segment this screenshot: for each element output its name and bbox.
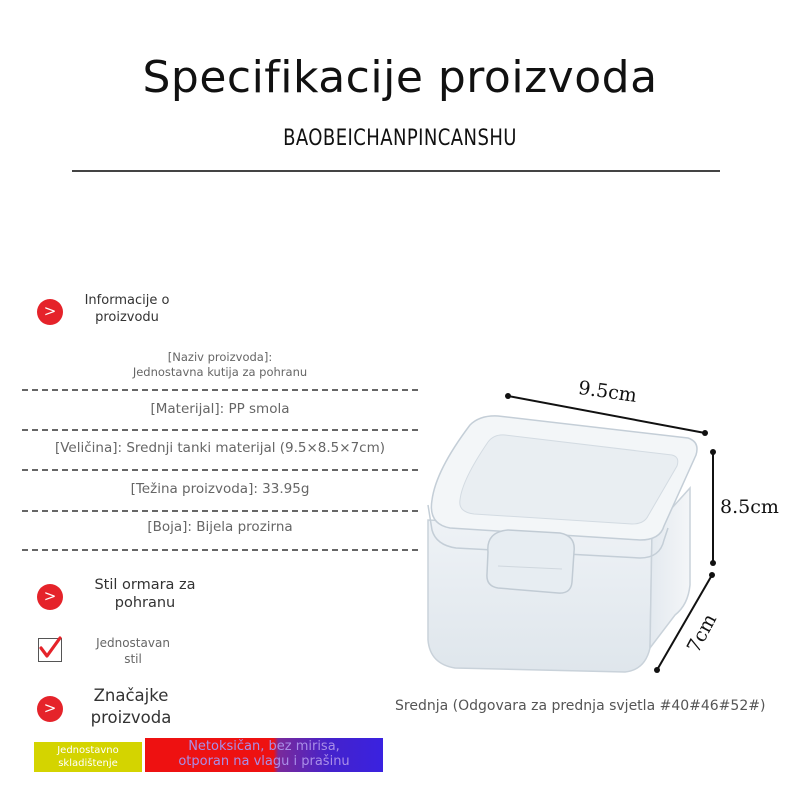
chevron-right-icon: > <box>37 696 63 722</box>
section-heading-storage-style <box>80 576 210 612</box>
page-subtitle: BAOBEICHANPINCANSHU <box>283 126 517 151</box>
style-option-line: stil <box>124 652 142 666</box>
spec-name <box>22 350 418 380</box>
feature-tag-line: Netoksičan, bez mirisa, <box>188 739 340 754</box>
spec-divider <box>22 429 418 431</box>
chevron-right-icon: > <box>37 584 63 610</box>
section-heading-line: proizvodu <box>95 310 159 325</box>
spec-divider <box>22 469 418 471</box>
feature-tag-storage <box>34 742 142 772</box>
feature-tag-line: otporan na vlagu i prašinu <box>178 754 350 769</box>
header-divider <box>72 170 720 172</box>
feature-tag-nontoxic <box>145 738 383 772</box>
spec-size: [Veličina]: Srednji tanki materijal (9.5×8.5×7cm) <box>54 440 386 456</box>
section-heading-line: Značajke <box>93 686 169 705</box>
section-heading-features <box>76 685 186 729</box>
feature-tag-line: skladištenje <box>58 758 118 769</box>
section-heading-product-info <box>72 292 182 326</box>
style-option-label <box>80 635 186 667</box>
feature-tag-line: Jednostavno <box>57 745 119 756</box>
style-option-line: Jednostavan <box>96 636 170 650</box>
product-box-illustration <box>400 360 800 690</box>
dimension-depth-label: 7cm <box>682 610 722 657</box>
section-heading-line: Informacije o <box>84 293 170 308</box>
spec-color: [Boja]: Bijela prozirna <box>147 519 293 535</box>
chevron-right-icon: > <box>37 299 63 325</box>
spec-name-value: Jednostavna kutija za pohranu <box>132 365 308 379</box>
dimension-height-label: 8.5cm <box>720 496 779 518</box>
page-title: Specifikacije proizvoda <box>142 52 658 103</box>
section-heading-line: proizvoda <box>90 708 172 727</box>
spec-divider <box>22 510 418 512</box>
section-heading-line: pohranu <box>114 595 176 611</box>
checkbox-checked-icon <box>38 638 62 662</box>
size-caption: Srednja (Odgovara za prednja svjetla #40#46#52#) <box>395 698 766 714</box>
dimension-width-label: 9.5cm <box>576 376 639 407</box>
spec-weight: [Težina proizvoda]: 33.95g <box>130 481 310 497</box>
spec-material: [Materijal]: PP smola <box>150 401 290 417</box>
spec-divider <box>22 389 418 391</box>
spec-name-label: [Naziv proizvoda]: <box>167 350 273 364</box>
spec-divider <box>22 549 418 551</box>
section-heading-line: Stil ormara za <box>94 577 196 593</box>
